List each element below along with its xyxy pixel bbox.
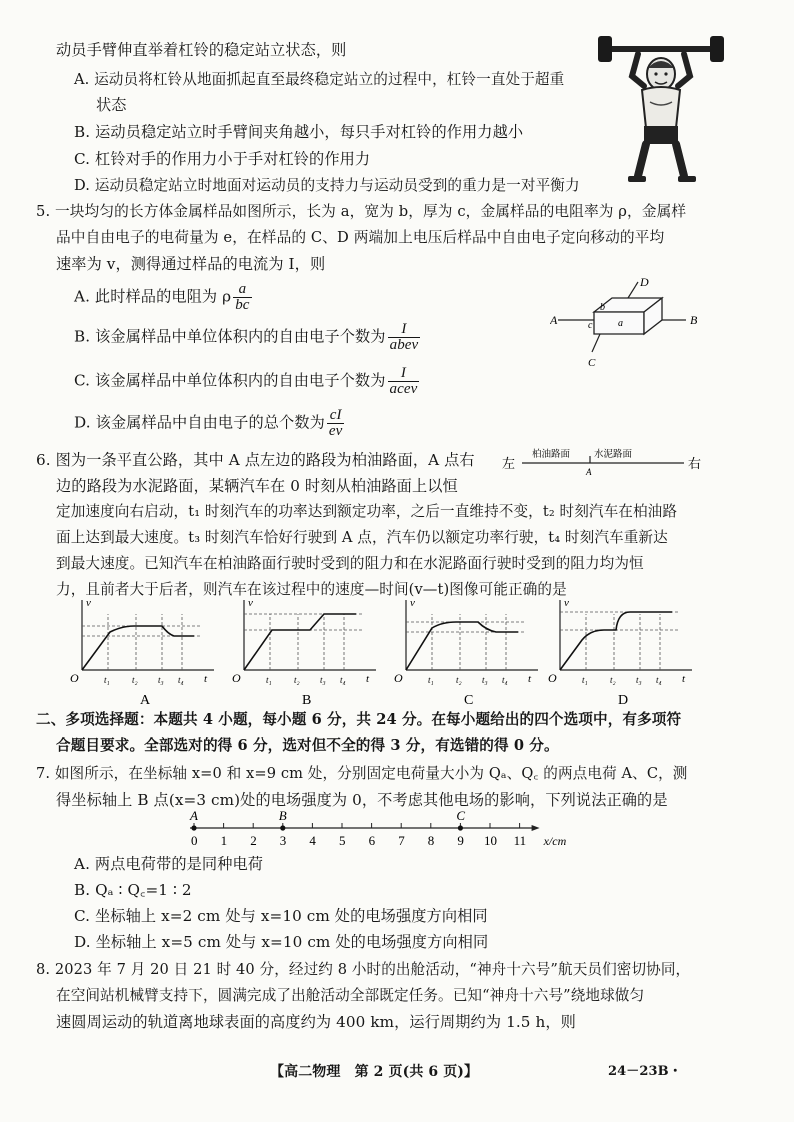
axis-tick-label-1: 1 xyxy=(220,833,228,848)
vt-graph-D-curve xyxy=(560,612,672,670)
vt-graph-B xyxy=(232,597,376,708)
q5-option-c-fraction xyxy=(388,366,420,397)
q5-b-numerator: I xyxy=(388,322,421,338)
vt-graph-C-tick-label-4: t₄ xyxy=(502,675,508,685)
axis-point-A-dot xyxy=(191,825,196,830)
axis-point-B-label: B xyxy=(278,808,287,823)
q5-fig-label-A: A xyxy=(550,313,558,327)
vt-graph-C-tick-label-2: t₂ xyxy=(456,675,462,685)
axis-tick-label-4: 4 xyxy=(309,833,316,848)
axis-tick-label-5: 5 xyxy=(339,833,346,848)
axis-point-C-dot xyxy=(458,825,463,830)
q5-fig-label-b: b xyxy=(600,302,605,313)
axis-tick-label-6: 6 xyxy=(368,833,376,848)
q6-stem-1: 6. 图为一条平直公路，其中 A 点左边的路段为柏油路面，A 点右 xyxy=(36,451,475,469)
vt-graph-C-t-label: t xyxy=(528,673,532,685)
vt-graph-B-tick-label-2: t₂ xyxy=(294,675,300,685)
q5-option-c xyxy=(74,366,421,397)
vt-graph-D-tick-label-1: t₁ xyxy=(582,675,588,685)
q6-stem-6: 力，且前者大于后者，则汽车在该过程中的速度—时间(v—t)图像可能正确的是 xyxy=(56,581,567,598)
vt-graph-D-v-label: v xyxy=(564,597,569,609)
vt-graph-A-v-label: v xyxy=(86,597,91,609)
axis-tick-label-3: 3 xyxy=(279,833,287,848)
vt-graph-D-tick-label-2: t₂ xyxy=(610,675,616,685)
section2-heading-cont: 合题目要求。全部选对的得 6 分，选对但不全的得 3 分，有选错的得 0 分。 xyxy=(56,737,559,754)
q5-option-c-text: C. 该金属样品中单位体积内的自由电子个数为 xyxy=(74,371,386,390)
road-asphalt-label: 柏油路面 xyxy=(532,450,571,460)
vt-graph-B-origin: O xyxy=(232,671,241,685)
road-point-label: A xyxy=(586,467,592,476)
q6-road-figure xyxy=(502,444,708,476)
vt-graph-B-v-label: v xyxy=(248,597,253,609)
q5-option-d-text: D. 该金属样品中自由电子的总个数为 xyxy=(74,413,325,432)
q5-option-b xyxy=(74,322,422,353)
vt-graph-C-curve xyxy=(406,622,518,670)
q5-option-a-text: A. 此时样品的电阻为 ρ xyxy=(74,287,232,306)
vt-graph-C-v-label: v xyxy=(410,597,415,609)
q5-option-b-text: B. 该金属样品中单位体积内的自由电子个数为 xyxy=(74,327,386,346)
axis-point-B-dot xyxy=(280,825,285,830)
q5-stem-2: 品中自由电子的电荷量为 e，在样品的 C、D 两端加上电压后样品中自由电子定向移动的平均 xyxy=(56,229,665,246)
q7-axis-figure xyxy=(178,806,568,852)
axis-tick-label-7: 7 xyxy=(398,833,405,848)
vt-graph-C-option-label: C xyxy=(464,693,474,708)
vt-graph-A-tick-label-3: t₃ xyxy=(158,675,164,685)
q8-stem-1: 8. 2023 年 7 月 20 日 21 时 40 分，经过约 8 小时的出舱活动，“神舟十六号”航天员们密切协同， xyxy=(36,961,691,978)
vt-graph-A xyxy=(70,597,214,708)
q5-option-a xyxy=(74,282,254,313)
q5-a-numerator: a xyxy=(233,282,251,298)
q8-stem-2: 在空间站机械臂支持下，圆满完成了出舱活动全部既定任务。已知“神舟十六号”绕地球做匀 xyxy=(56,987,645,1004)
q5-a-denominator: bc xyxy=(235,297,250,313)
q5-option-b-fraction xyxy=(388,322,421,353)
road-right-label: 右 xyxy=(688,456,702,471)
exam-code: 24－23B・ xyxy=(608,1064,682,1079)
axis-tick-label-11: 11 xyxy=(513,833,527,848)
vt-graph-A-option-label: A xyxy=(140,693,151,708)
q5-fig-label-C: C xyxy=(588,357,596,369)
axis-unit-label: x/cm xyxy=(543,834,567,848)
vt-graph-D-tick-label-3: t₃ xyxy=(636,675,642,685)
q5-option-a-fraction xyxy=(233,282,251,313)
q5-option-d-fraction xyxy=(327,408,345,439)
vt-graph-B-curve xyxy=(244,614,356,670)
q8-stem-3: 速圆周运动的轨道离地球表面的高度约为 400 km，运行周期约为 1.5 h，则 xyxy=(56,1013,576,1031)
q5-d-denominator: ev xyxy=(328,423,343,439)
q5-option-d xyxy=(74,408,346,439)
vt-graph-C xyxy=(394,597,538,708)
axis-arrow xyxy=(532,825,540,831)
vt-graph-A-tick-label-2: t₂ xyxy=(132,675,138,685)
road-cement-label: 水泥路面 xyxy=(594,450,633,460)
vt-graph-D xyxy=(548,597,692,708)
q7-option-c: C. 坐标轴上 x=2 cm 处与 x=10 cm 处的电场强度方向相同 xyxy=(74,907,488,925)
q5-stem-1: 5. 一块均匀的长方体金属样品如图所示，长为 a，宽为 b，厚为 c，金属样品的电阻率为 ρ，金属样 xyxy=(36,203,687,220)
q5-c-denominator: acev xyxy=(389,381,418,397)
axis-tick-label-2: 2 xyxy=(250,833,257,848)
vt-graph-B-tick-label-3: t₃ xyxy=(320,675,326,685)
q7-stem-1: 7. 如图所示，在坐标轴 x=0 和 x=9 cm 处，分别固定电荷量大小为 Qₐ、Q꜀ 的两点电荷 A、C，测 xyxy=(36,765,688,782)
q5-fig-label-D: D xyxy=(640,276,649,289)
axis-point-A-label: A xyxy=(190,808,198,823)
q4-option-a: A. 运动员将杠铃从地面抓起直至最终稳定站立的过程中，杠铃一直处于超重 xyxy=(74,71,565,88)
q4-option-d: D. 运动员稳定站立时地面对运动员的支持力与运动员受到的重力是一对平衡力 xyxy=(74,177,580,194)
vt-graph-B-option-label: B xyxy=(302,693,312,708)
vt-graph-D-tick-label-4: t₄ xyxy=(656,675,662,685)
vt-graph-A-tick-label-4: t₄ xyxy=(178,675,184,685)
q5-fig-label-B: B xyxy=(690,313,698,327)
q7-option-a: A. 两点电荷带的是同种电荷 xyxy=(74,855,264,873)
vt-graph-D-origin: O xyxy=(548,671,557,685)
vt-graph-D-t-label: t xyxy=(682,673,686,685)
section2-heading: 二、多项选择题：本题共 4 小题，每小题 6 分，共 24 分。在每小题给出的四个选项中，有多项符 xyxy=(36,711,682,728)
axis-tick-label-10: 10 xyxy=(484,833,497,848)
q5-b-denominator: abev xyxy=(389,337,419,353)
vt-graph-C-tick-label-3: t₃ xyxy=(482,675,488,685)
vt-graph-B-tick-label-4: t₄ xyxy=(340,675,346,685)
axis-point-C-label: C xyxy=(456,808,466,823)
q4-stem-tail: 动员手臂伸直举着杠铃的稳定站立状态，则 xyxy=(56,41,347,59)
q5-c-numerator: I xyxy=(388,366,420,382)
vt-graph-C-tick-label-1: t₁ xyxy=(428,675,434,685)
q6-vt-graphs-svg xyxy=(66,592,746,708)
q6-vt-graphs xyxy=(66,592,746,708)
q4-option-a-cont: 状态 xyxy=(96,96,127,114)
vt-graph-A-tick-label-1: t₁ xyxy=(104,675,110,685)
road-left-label: 左 xyxy=(502,456,516,471)
q5-fig-label-c: c xyxy=(588,320,593,331)
q7-option-d: D. 坐标轴上 x=5 cm 处与 x=10 cm 处的电场强度方向相同 xyxy=(74,933,489,951)
q4-option-c: C. 杠铃对手的作用力小于手对杠铃的作用力 xyxy=(74,150,371,168)
axis-tick-label-9: 9 xyxy=(457,833,464,848)
q7-stem-2: 得坐标轴上 B 点(x=3 cm)处的电场强度为 0，不考虑其他电场的影响，下列说法正确的是 xyxy=(56,791,668,809)
q6-stem-2: 边的路段为水泥路面，某辆汽车在 0 时刻从柏油路面上以恒 xyxy=(56,477,458,495)
vt-graph-C-origin: O xyxy=(394,671,403,685)
q6-stem-4: 面上达到最大速度。t₃ 时刻汽车恰好行驶到 A 点，汽车仍以额定功率行驶，t₄ 时刻汽车重新达 xyxy=(56,529,668,546)
axis-tick-label-8: 8 xyxy=(427,833,435,848)
axis-tick-label-0: 0 xyxy=(191,833,198,848)
vt-graph-B-t-label: t xyxy=(366,673,370,685)
q7-option-b: B. Qₐ ∶ Q꜀=1 ∶ 2 xyxy=(74,881,192,899)
vt-graph-B-tick-label-1: t₁ xyxy=(266,675,272,685)
q5-fig-label-a: a xyxy=(618,318,623,329)
weightlifter-illustration xyxy=(598,36,724,186)
page-footer: 【高二物理 第 2 页(共 6 页)】 xyxy=(270,1064,479,1080)
vt-graph-A-origin: O xyxy=(70,671,79,685)
q5-d-numerator: cI xyxy=(327,408,345,424)
q5-stem-3: 速率为 v，测得通过样品的电流为 I，则 xyxy=(56,255,326,273)
vt-graph-A-t-label: t xyxy=(204,673,208,685)
q6-stem-5: 到最大速度。已知汽车在柏油路面行驶时受到的阻力和在水泥路面行驶时受到的阻力均为恒 xyxy=(56,555,644,572)
q5-metal-block-figure xyxy=(550,276,710,372)
vt-graph-D-option-label: D xyxy=(618,693,629,708)
q4-option-b: B. 运动员稳定站立时手臂间夹角越小，每只手对杠铃的作用力越小 xyxy=(74,123,524,141)
q6-stem-3: 定加速度向右启动，t₁ 时刻汽车的功率达到额定功率，之后一直维持不变，t₂ 时刻汽车在柏油路 xyxy=(56,503,678,520)
vt-graph-A-curve xyxy=(82,626,194,670)
